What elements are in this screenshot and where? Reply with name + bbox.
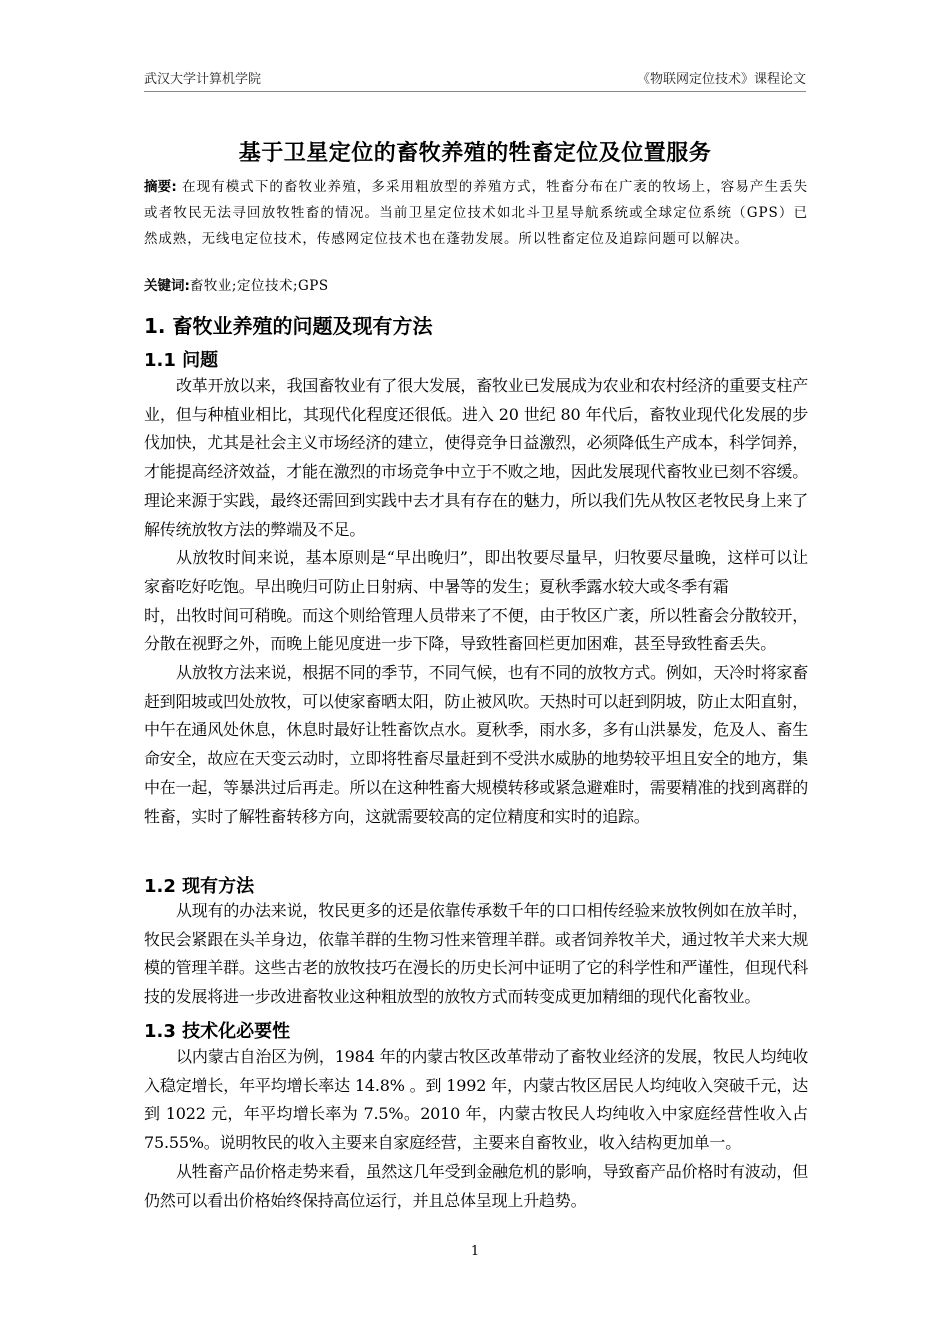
- page-title: 基于卫星定位的畜牧养殖的牲畜定位及位置服务: [238, 141, 712, 166]
- paragraph: 以内蒙古自治区为例，1984 年的内蒙古牧区改革带动了畜牧业经济的发展，牧民人均纯收入稳定增长，年平均增长率达 14.8% 。到 1992 年，内蒙古牧区居民人均纯收入突破千元，达到 1022 元，年平均增长率为 7.5%。2010 年，内蒙古牧民人均纯收入中家庭经营性收入占 75.55%。说明牧民的收入主要来自家庭经营，主要来自畜牧业，收入结构更加单一。: [144, 1047, 808, 1153]
- keywords-text: 畜牧业;定位技术;GPS: [189, 278, 329, 294]
- paragraph: 从放牧方法来说，根据不同的季节，不同气候，也有不同的放牧方式。例如，天冷时将家畜赶到阳坡或凹处放牧，可以使家畜晒太阳，防止被风吹。天热时可以赶到阴坡，防止太阳直射，中午在通风处休息，休息时最好让牲畜饮点水。夏秋季，雨水多，多有山洪暴发，危及人、畜生命安全，故应在天变云动时，立即将牲畜尽量赶到不受洪水威胁的地势较平坦且安全的地方，集中在一起，等暴洪过后再走。所以在这种牲畜大规模转移或紧急避难时，需要精准的找到离群的牲畜，实时了解牲畜转移方向，这就需要较高的定位精度和实时的追踪。: [144, 663, 809, 826]
- section-1-3-heading: 1.3 技术化必要性: [144, 1021, 291, 1042]
- section-1-1-heading: 1.1 问题: [144, 350, 219, 371]
- paragraph: 改革开放以来，我国畜牧业有了很大发展，畜牧业已发展成为农业和农村经济的重要支柱产业，但与种植业相比，其现代化程度还很低。进入 20 世纪 80 年代后，畜牧业现代化发展的步伐加快，尤其是社会主义市场经济的建立，使得竞争日益激烈，必须降低生产成本，科学饲养，才能提高经济效益，才能在激烈的市场竞争中立于不败之地，因此发展现代畜牧业已刻不容缓。理论来源于实践，最终还需回到实践中去才具有存在的魅力，所以我们先从牧区老牧民身上来了解传统放牧方法的弊端及不足。: [144, 376, 809, 539]
- abstract-text: 在现有模式下的畜牧业养殖，多采用粗放型的养殖方式，牲畜分布在广袤的牧场上，容易产生丢失或者牧民无法寻回放牧牲畜的情况。当前卫星定位技术如北斗卫星导航系统或全球定位系统（GPS）已然成熟，无线电定位技术，传感网定位技术也在蓬勃发展。所以牲畜定位及追踪问题可以解决。: [144, 179, 808, 247]
- page-number: 1: [470, 1244, 480, 1259]
- section-1-2-heading: 1.2 现有方法: [144, 876, 255, 897]
- section-1-2-body: [144, 897, 808, 1012]
- paragraph: 从放牧时间来说，基本原则是“早出晚归”，即出牧要尽量早，归牧要尽量晚，这样可以让家畜吃好吃饱。早出晚归可防止日射病、中暑等的发生；夏秋季露水较大或冬季有霜: [144, 548, 808, 596]
- header-rule: [144, 91, 806, 92]
- paragraph: 从牲畜产品价格走势来看，虽然这几年受到金融危机的影响，导致畜产品价格时有波动，但仍然可以看出价格始终保持高位运行，并且总体呈现上升趋势。: [144, 1161, 809, 1210]
- section-1-3-body: [144, 1043, 808, 1215]
- keywords: [144, 274, 329, 294]
- header-right: 《物联网定位技术》课程论文: [636, 72, 806, 87]
- header-left: 武汉大学计算机学院: [144, 72, 262, 87]
- abstract: [144, 174, 808, 252]
- abstract-label: 摘要:: [144, 179, 177, 195]
- section-1-1-body: [144, 372, 808, 831]
- section-1-heading: 1. 畜牧业养殖的问题及现有方法: [144, 314, 433, 338]
- keywords-label: 关键词:: [144, 278, 190, 294]
- paragraph: 从现有的办法来说，牧民更多的还是依靠传承数千年的口口相传经验来放牧例如在放羊时，牧民会紧跟在头羊身边，依靠羊群的生物习性来管理羊群。或者饲养牧羊犬，通过牧羊犬来大规模的管理羊群。这些古老的放牧技巧在漫长的历史长河中证明了它的科学性和严谨性，但现代科技的发展将进一步改进畜牧业这种粗放型的放牧方式而转变成更加精细的现代化畜牧业。: [144, 901, 809, 1007]
- paragraph: 时，出牧时间可稍晚。而这个则给管理人员带来了不便，由于牧区广袤，所以牲畜会分散较开，分散在视野之外，而晚上能见度进一步下降，导致牲畜回栏更加困难，甚至导致牲畜丢失。: [144, 605, 808, 654]
